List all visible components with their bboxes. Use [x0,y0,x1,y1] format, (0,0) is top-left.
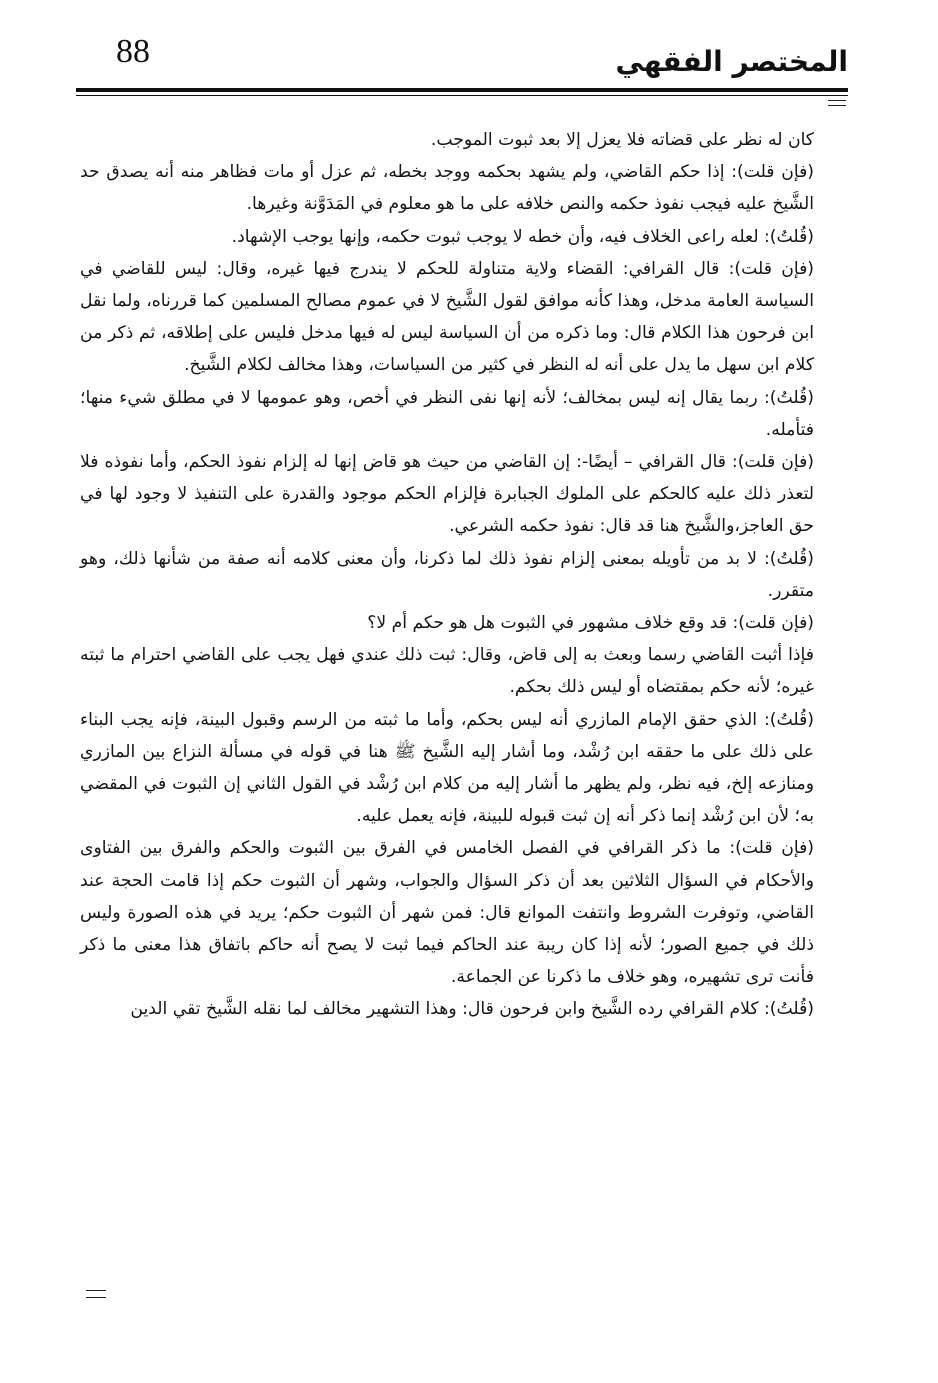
page-body [80,124,814,1026]
page-header [76,26,848,96]
page-number: 88 [116,33,150,70]
paragraph: (قُلتُ): لا بد من تأويله بمعنى إلزام نفوذ ذلك لما ذكرنا، وأن معنى كلامه أنه صفة من شأنها ذلك، وهو متقرر. [80,548,814,601]
paragraph: (قُلتُ): ربما يقال إنه ليس بمخالف؛ لأنه إنها نفى النظر في أخص، وهو عمومها لا في مطلق شيء منها؛ فتأمله. [80,387,814,440]
paragraph: (فإن قلت): ما ذكر القرافي في الفصل الخامس في الفرق بين الثبوت والحكم والفرق بين الفتاوى والأحكام في السؤال الثلاثين بعد أن ذكر السؤال والجواب، وشهر أن الثبوت حكم إذا قامت الحجة عند القاضي، وتوفرت الشروط وانتفت الموانع قال: فمن شهر أن الثبوت حكم؛ يريد في هذه الصورة وليس ذلك في جميع الصور؛ لأنه إذا كان ريبة عند الحاكم فيما ثبت لا يصح أنه حاكم باتفاق هذا معنى ما ذكر فأنت ترى تشهيره، وهو خلاف ما ذكرنا عن الجماعة. [80,838,814,988]
paragraph: فإذا أثبت القاضي رسما وبعث به إلى قاض، وقال: ثبت ذلك عندي فهل يجب على القاضي احترام ما ثبته غيره؛ لأنه حكم بمقتضاه أو ليس ذلك بحكم. [80,645,814,698]
paragraph: (قُلتُ): الذي حقق الإمام المازري أنه ليس بحكم، وأما ما ثبته من الرسم وقبول البينة، فإنه يجب البناء على ذلك على ما حققه ابن رُشْد، وما أشار إليه الشَّيخ ﷺ هنا في قوله في مسألة النزاع بين المازري ومنازعه إلخ، فيه نظر، ولم يظهر ما أشار إليه من كلام ابن رُشْد في القول الثاني إن الثبوت في المقضي به؛ لأن ابن رُشْد إنما ذكر أنه إن ثبت قبوله للبينة، فإنه يعمل عليه. [80,709,814,827]
paragraph: (قُلتُ): كلام القرافي رده الشَّيخ وابن فرحون قال: وهذا التشهير مخالف لما نقله الشَّيخ تقي الدين [130,999,814,1020]
footnote-separator-mark [86,1290,106,1298]
paragraph: (فإن قلت): إذا حكم القاضي، ولم يشهد بحكمه ووجد بخطه، ثم عزل أو مات فظاهر منه أنه يصدق حد الشَّيخ عليه فيجب نفوذ حكمه والنص خلافه على ما هو معلوم في المَدَوَّنة وغيرها. [80,162,814,215]
paragraph: (فإن قلت): قال القرافي: القضاء ولاية متناولة للحكم لا يندرج فيها غيره، وقال: ليس للقاضي في السياسة العامة مدخل، وهذا كأنه موافق لقول الشَّيخ لا في عموم مصالح المسلمين كما قررناه، ولما نقل ابن فرحون هذا الكلام قال: وما ذكره من أن السياسة ليس له فيها مدخل فليس على إطلاقه، ثم ذكر من كلام ابن سهل ما يدل على أنه له النظر في كثير من السياسات، وهذا مخالف لكلام الشَّيخ. [80,258,814,376]
header-side-mark [828,105,846,106]
book-title: المختصر الفقهي [615,45,848,78]
header-side-mark [828,100,846,101]
header-rule-thick [76,88,848,92]
paragraph: (قُلتُ): لعله راعى الخلاف فيه، وأن خطه لا يوجب ثبوت حكمه، وإنها يوجب الإشهاد. [231,226,814,247]
paragraph: (فإن قلت): قال القرافي – أيضًا-: إن القاضي من حيث هو قاض إنها له إلزام نفوذ الحكم، وأما نفوذه فلا لتعذر ذلك عليه كالحكم على الملوك الجبابرة فإلزام الحكم موجود والقدرة على التنفيذ لا وجود لها في حق العاجز،والشَّيخ هنا قد قال: نفوذ حكمه الشرعي. [80,452,814,537]
paragraph: كان له نظر على قضاته فلا يعزل إلا بعد ثبوت الموجب. [430,130,814,150]
paragraph: (فإن قلت): قد وقع خلاف مشهور في الثبوت هل هو حكم أم لا؟ [367,613,814,634]
header-rule-thin [76,95,848,96]
